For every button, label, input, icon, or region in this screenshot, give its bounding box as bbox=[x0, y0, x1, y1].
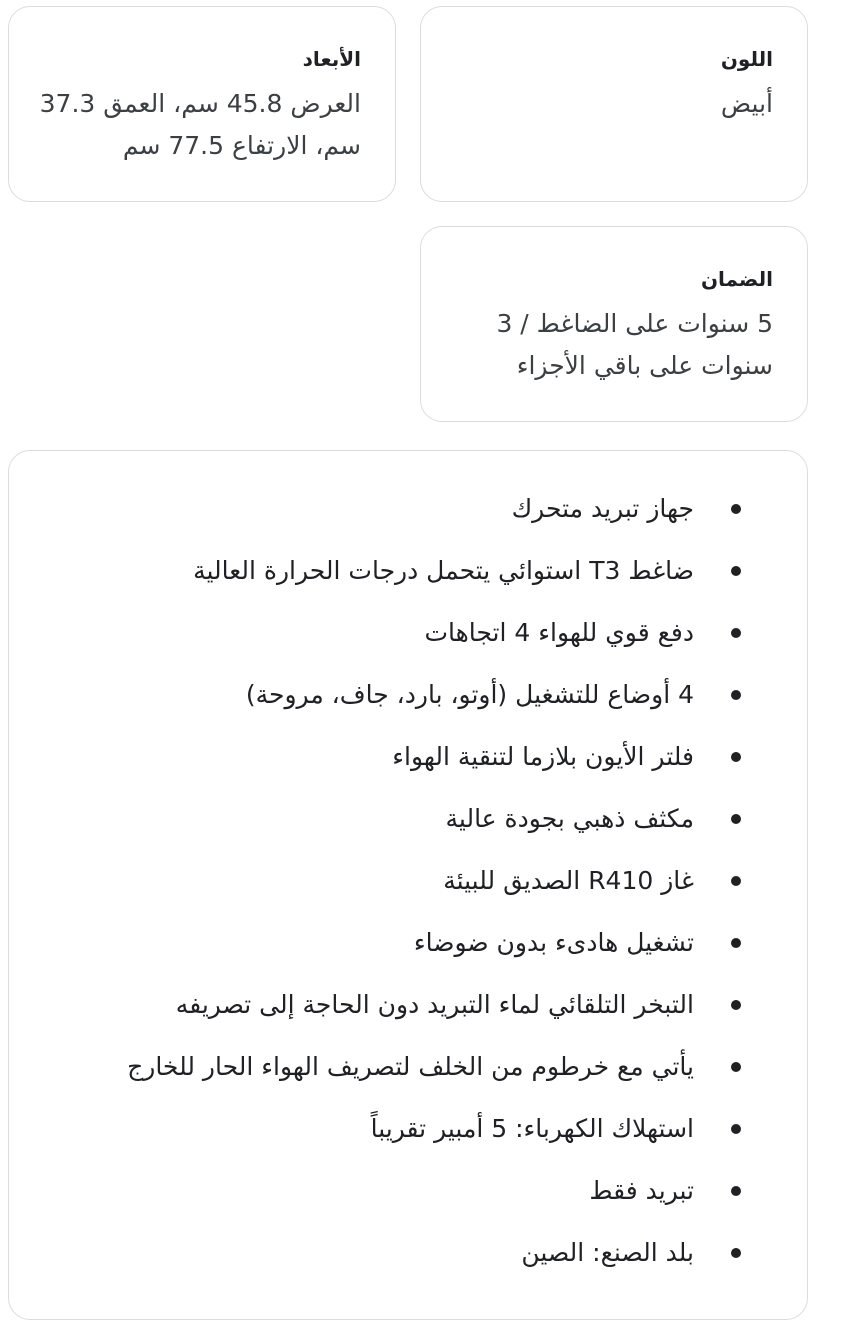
feature-text: دفع قوي للهواء 4 اتجاهات bbox=[424, 618, 694, 647]
feature-item bbox=[29, 923, 767, 985]
bullet-icon bbox=[731, 938, 741, 948]
feature-item bbox=[29, 675, 767, 737]
spec-card-warranty bbox=[420, 226, 808, 422]
feature-item bbox=[29, 551, 767, 613]
bullet-icon bbox=[731, 1186, 741, 1196]
feature-text: غاز R410 الصديق للبيئة bbox=[443, 866, 694, 895]
bullet-icon bbox=[731, 1062, 741, 1072]
feature-text: بلد الصنع: الصين bbox=[521, 1238, 694, 1267]
feature-text: جهاز تبريد متحرك bbox=[511, 494, 694, 523]
feature-item bbox=[29, 1171, 767, 1233]
spec-title-dimensions: الأبعاد bbox=[302, 47, 361, 71]
feature-text: يأتي مع خرطوم من الخلف لتصريف الهواء الحار للخارج bbox=[127, 1052, 694, 1081]
bullet-icon bbox=[731, 504, 741, 514]
bullet-icon bbox=[731, 752, 741, 762]
bullet-icon bbox=[731, 628, 741, 638]
spec-value-color: أبيض bbox=[720, 89, 773, 118]
feature-item bbox=[29, 1109, 767, 1171]
feature-text: فلتر الأيون بلازما لتنقية الهواء bbox=[392, 742, 694, 771]
bullet-icon bbox=[731, 1000, 741, 1010]
bullet-icon bbox=[731, 566, 741, 576]
feature-item bbox=[29, 1047, 767, 1109]
spec-title-color: اللون bbox=[720, 47, 773, 71]
bullet-icon bbox=[731, 814, 741, 824]
feature-item bbox=[29, 737, 767, 799]
feature-text: استهلاك الكهرباء: 5 أمبير تقريباً bbox=[370, 1114, 694, 1143]
feature-item bbox=[29, 799, 767, 861]
feature-text: 4 أوضاع للتشغيل (أوتو، بارد، جاف، مروحة) bbox=[245, 680, 694, 709]
feature-text: مكثف ذهبي بجودة عالية bbox=[445, 804, 694, 833]
spec-value-warranty: 5 سنوات على الضاغط / 3 سنوات على باقي الأجزاء bbox=[496, 309, 773, 380]
feature-text: تبريد فقط bbox=[589, 1176, 694, 1205]
bullet-icon bbox=[731, 690, 741, 700]
feature-item bbox=[29, 861, 767, 923]
features-list bbox=[29, 489, 767, 1295]
feature-item bbox=[29, 613, 767, 675]
feature-item bbox=[29, 1233, 767, 1295]
feature-text: ضاغط T3 استوائي يتحمل درجات الحرارة العالية bbox=[193, 556, 694, 585]
feature-item bbox=[29, 985, 767, 1047]
spec-title-warranty: الضمان bbox=[700, 267, 773, 291]
features-card bbox=[8, 450, 808, 1320]
feature-text: تشغيل هادىء بدون ضوضاء bbox=[413, 928, 694, 957]
bullet-icon bbox=[731, 1248, 741, 1258]
feature-item bbox=[29, 489, 767, 551]
spec-card-color bbox=[420, 6, 808, 202]
feature-text: التبخر التلقائي لماء التبريد دون الحاجة إلى تصريفه bbox=[175, 990, 694, 1019]
spec-value-dimensions: العرض 45.8 سم، العمق 37.3 سم، الارتفاع 77.5 سم bbox=[39, 89, 361, 160]
bullet-icon bbox=[731, 876, 741, 886]
spec-card-dimensions bbox=[8, 6, 396, 202]
bullet-icon bbox=[731, 1124, 741, 1134]
